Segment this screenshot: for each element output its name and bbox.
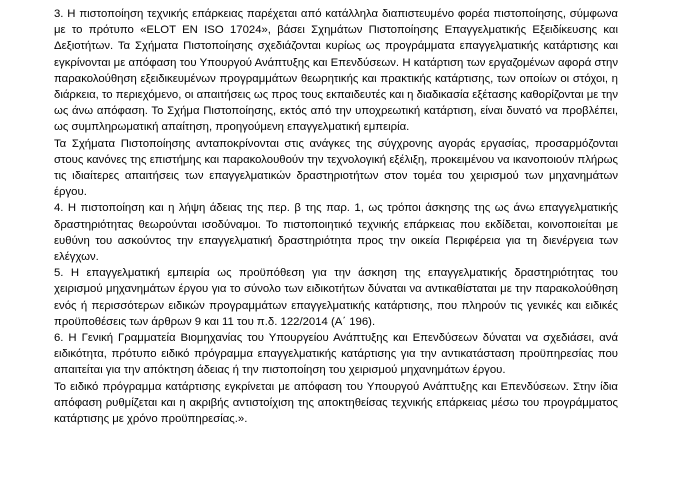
document-page bbox=[54, 6, 618, 427]
paragraph-certification-schemes: Τα Σχήματα Πιστοποίησης ανταποκρίνονται στις ανάγκες της σύγχρονης αγοράς εργασίας, προσαρμόζονται στους κανόνες της επιστήμης και παρακολουθούν την τεχνολογική εξέλιξη, προκειμένου να ικανοποιούν πλήρως τις ιδιαίτερες απαιτήσεις των επαγγελματικών δραστηριοτήτων στον τομέα του χειρισμού των μηχανημάτων έργου. bbox=[54, 137, 618, 199]
paragraph-6-training-program: 6. Η Γενική Γραμματεία Βιομηχανίας του Υπουργείου Ανάπτυξης και Επενδύσεων δύναται να σχεδιάσει, ανά ειδικότητα, πρότυπο ειδικό πρόγραμμα επαγγελματικής κατάρτισης για την αντικατάσταση προϋπηρεσίας που απαιτείται για την απόκτηση άδειας ή την πιστοποίηση του χειρισμού μηχανημάτων έργου. bbox=[54, 332, 618, 377]
paragraph-5-experience: 5. Η επαγγελματική εμπειρία ως προϋπόθεση για την άσκηση της επαγγελματικής δραστηριότητας του χειρισμού μηχανημάτων έργου για το σύνολο των ειδικοτήτων δύναται να αντικαθίσταται με την παρακολούθηση ενός ή περισσότερων ειδικών προγραμμάτων επαγγελματικής κατάρτισης, που πληρούν τις γενικές και ειδικές προϋποθέσεις των άρθρων 9 και 11 του π.δ. 122/2014 (Α΄ 196). bbox=[54, 267, 618, 328]
paragraph-3-certification: 3. Η πιστοποίηση τεχνικής επάρκειας παρέχεται από κατάλληλα διαπιστευμένο φορέα πιστοποίησης, σύμφωνα με το πρότυπο «ELOT EN ISO 17024», βάσει Σχημάτων Πιστοποίησης Επαγγελματικής Εξειδίκευσης και Δεξιοτήτων. Τα Σχήματα Πιστοποίησης σχεδιάζονται κυρίως ως προγράμματα επαγγελματικής κατάρτισης και εγκρίνονται με απόφαση του Υπουργού Ανάπτυξης και Επενδύσεων. Η κατάρτιση των εργαζομένων αφορά στην παρακολούθηση εξειδικευμένων προγραμμάτων θεωρητικής και πρακτικής κατάρτισης, των οποίων οι στόχοι, η διάρκεια, το περιεχόμενο, οι απαιτήσεις ως προς τους εκπαιδευτές και η διαδικασία εξέτασης καθορίζονται με την ως άνω απόφαση. Το Σχήμα Πιστοποίησης, εκτός από την υποχρεωτική κατάρτιση, είναι δυνατό να προβλέπει, ως συμπληρωματική απαίτηση, προηγούμενη επαγγελματική εμπειρία. bbox=[54, 8, 618, 134]
paragraph-4-equivalence: 4. Η πιστοποίηση και η λήψη άδειας της περ. β της παρ. 1, ως τρόποι άσκησης της ως άνω επαγγελματικής δραστηριότητας θεωρούνται ισοδύναμοι. Το πιστοποιητικό τεχνικής επάρκειας που εκδίδεται, κοινοποιείται με ευθύνη του ασκούντος την επαγγελματική δραστηριότητα προς την οικεία Περιφέρεια για τη διενέργεια των ελέγχων. bbox=[54, 202, 618, 264]
paragraph-approval: Το ειδικό πρόγραμμα κατάρτισης εγκρίνεται με απόφαση του Υπουργού Ανάπτυξης και Επενδύσεων. Στην ίδια απόφαση ρυθμίζεται και η ακριβής αντιστοίχιση της αποκτηθείσας τεχνικής επάρκειας μέσω του προγράμματος κατάρτισης με χρόνο προϋπηρεσίας.». bbox=[54, 380, 618, 426]
